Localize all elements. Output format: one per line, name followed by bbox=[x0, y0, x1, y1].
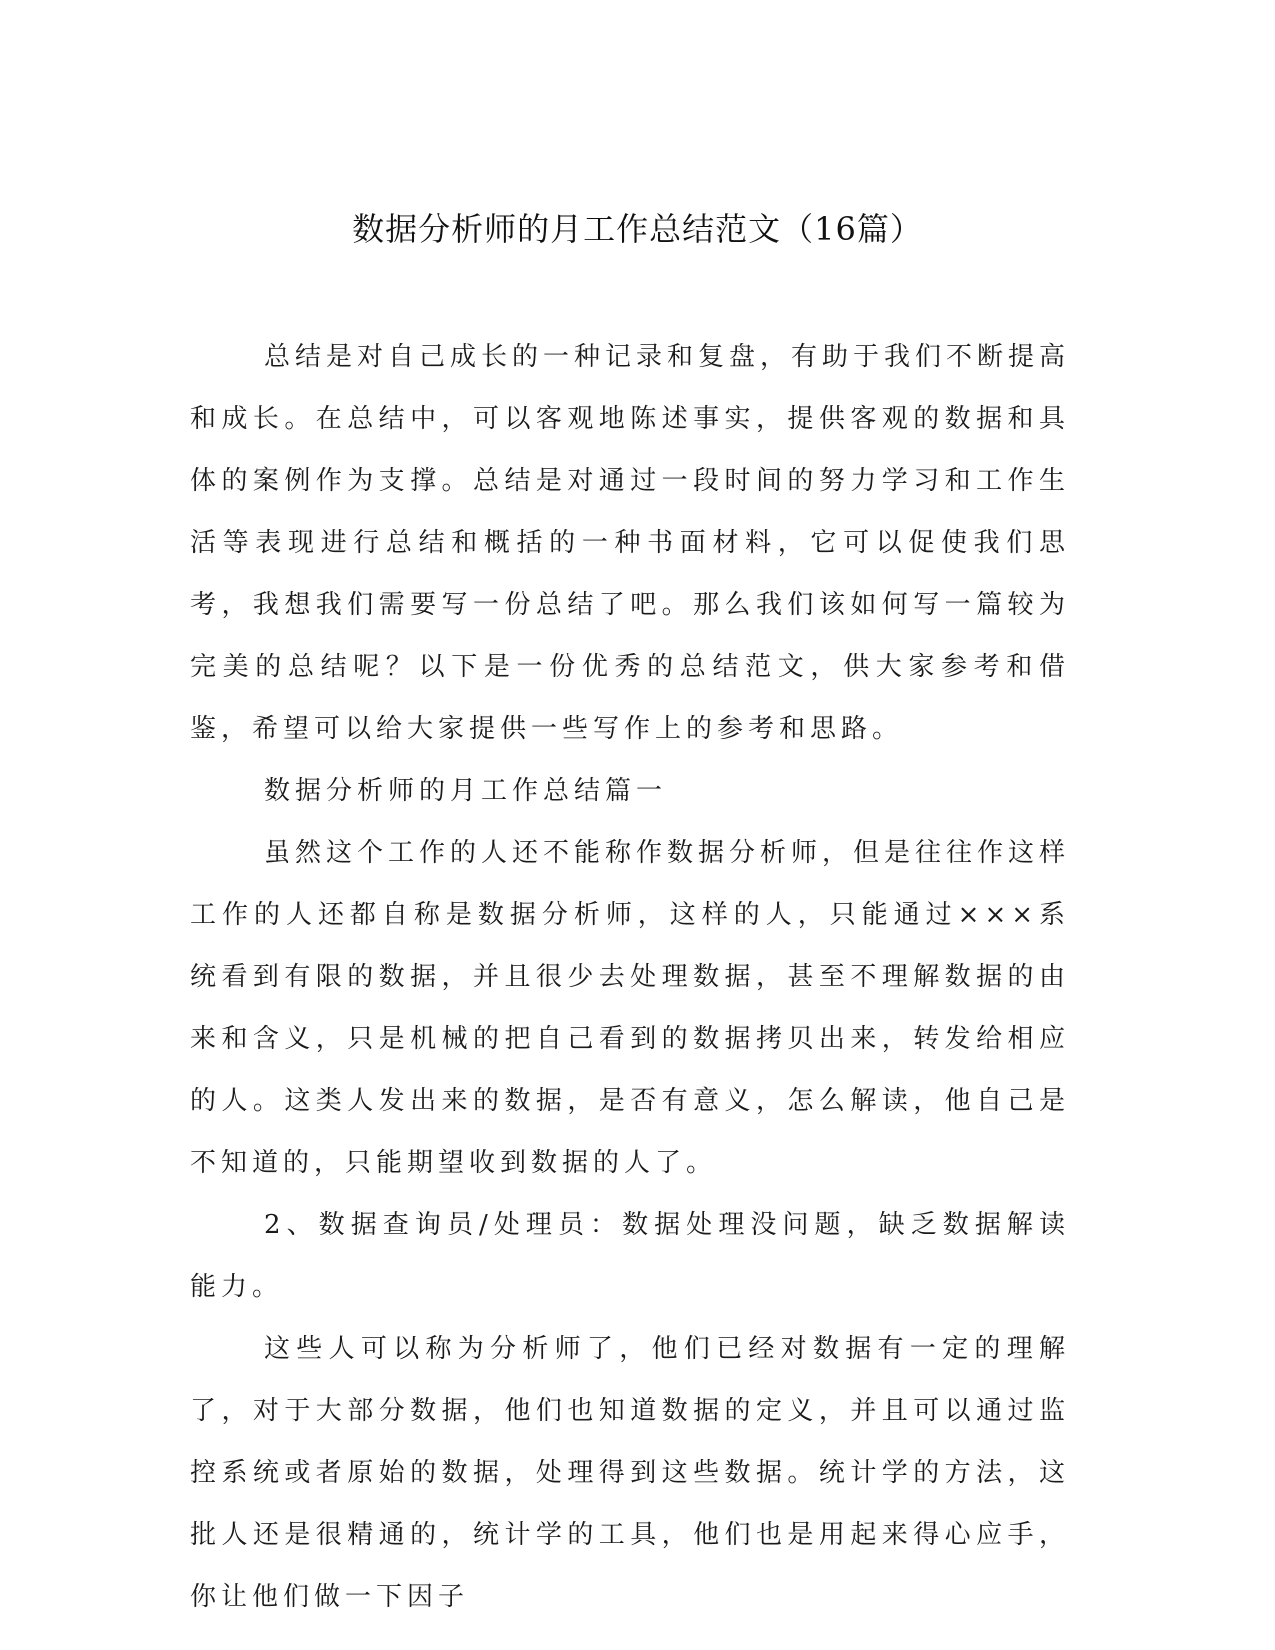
body-paragraph: 虽然这个工作的人还不能称作数据分析师，但是往往作这样工作的人还都自称是数据分析师，这样的人，只能通过×××系统看到有限的数据，并且很少去处理数据，甚至不理解数据的由来和含义，只是机械的把自己看到的数据拷贝出来，转发给相应的人。这类人发出来的数据，是否有意义，怎么解读，他自己是不知道的，只能期望收到数据的人了。 bbox=[190, 838, 1071, 1178]
document-body bbox=[190, 326, 1070, 1628]
intro-paragraph: 总结是对自己成长的一种记录和复盘，有助于我们不断提高和成长。在总结中，可以客观地陈述事实，提供客观的数据和具体的案例作为支撑。总结是对通过一段时间的努力学习和工作生活等表现进行总结和概括的一种书面材料，它可以促使我们思考，我想我们需要写一份总结了吧。那么我们该如何写一篇较为完美的总结呢？以下是一份优秀的总结范文，供大家参考和借鉴，希望可以给大家提供一些写作上的参考和思路。 bbox=[190, 342, 1071, 744]
section-heading: 数据分析师的月工作总结篇一 bbox=[264, 776, 668, 806]
numbered-item: 2、数据查询员/处理员：数据处理没问题，缺乏数据解读能力。 bbox=[190, 1210, 1070, 1302]
document-title: 数据分析师的月工作总结范文（16篇） bbox=[352, 210, 923, 248]
body-paragraph: 这些人可以称为分析师了，他们已经对数据有一定的理解了，对于大部分数据，他们也知道数据的定义，并且可以通过监控系统或者原始的数据，处理得到这些数据。统计学的方法，这批人还是很精通的，统计学的工具，他们也是用起来得心应手，你让他们做一下因子 bbox=[190, 1334, 1070, 1612]
